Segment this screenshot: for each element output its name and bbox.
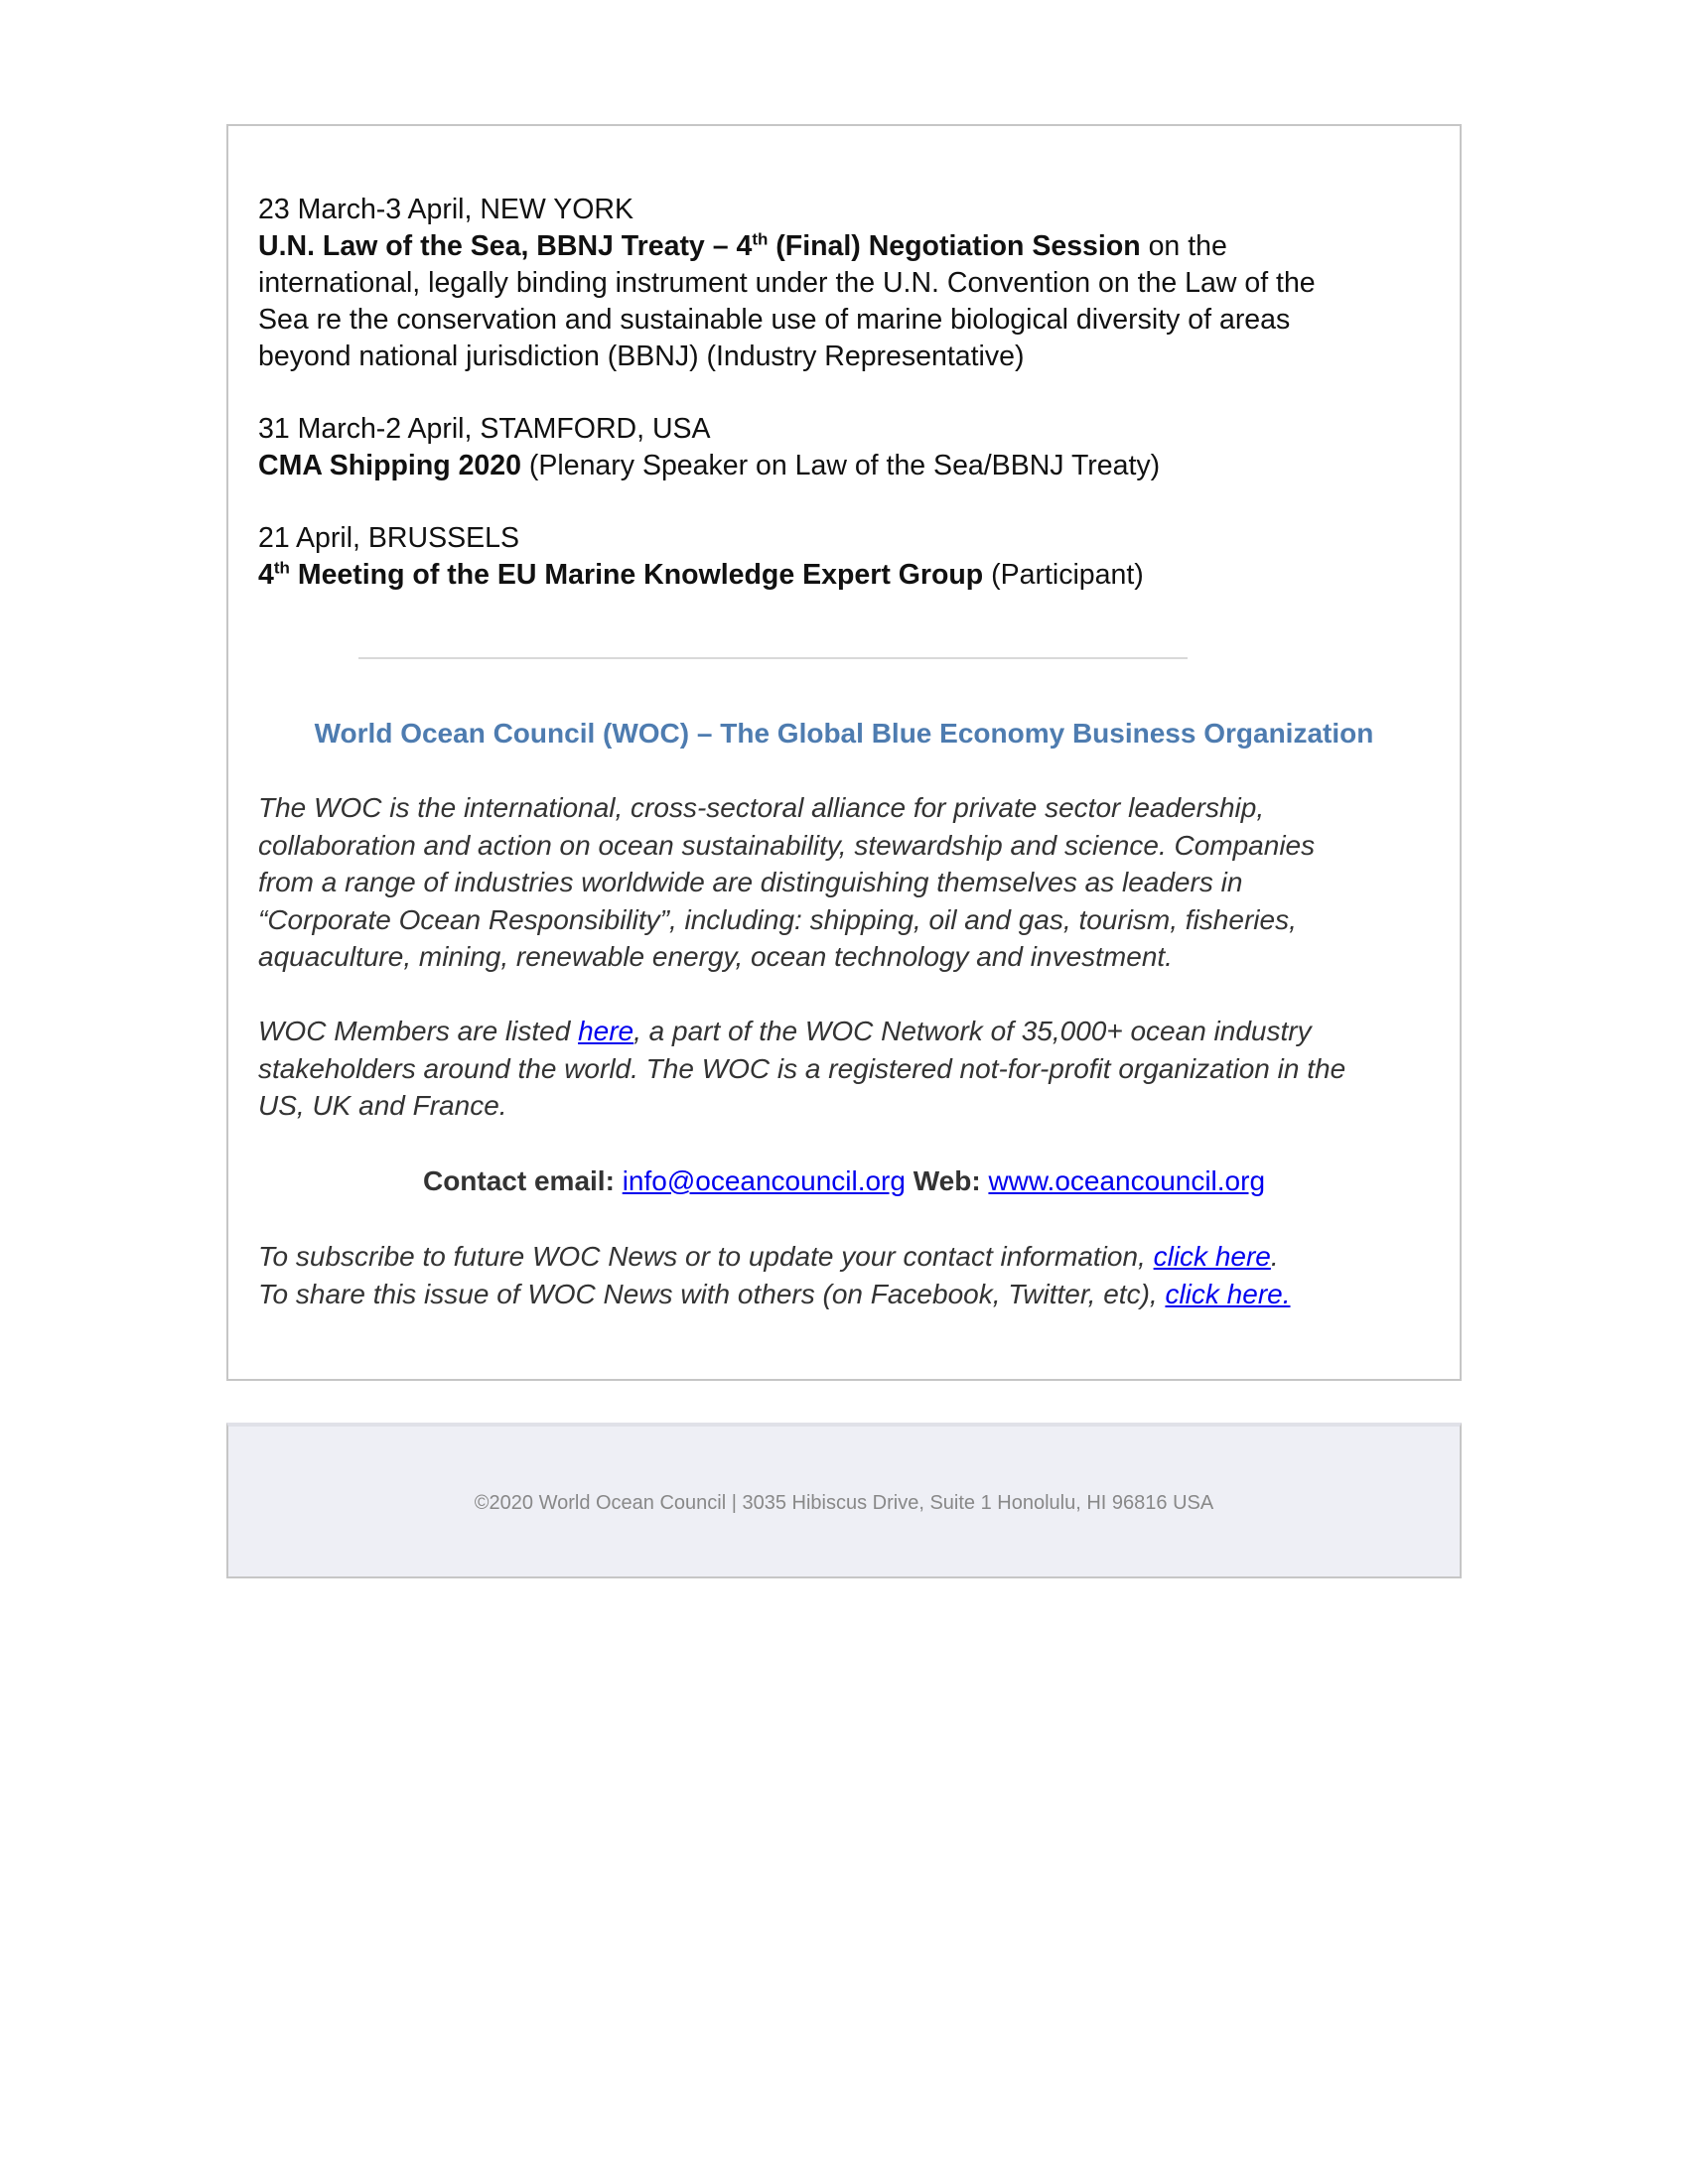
event-title: CMA Shipping 2020: [258, 450, 521, 481]
event-date: 23 March-3 April, NEW YORK: [258, 194, 634, 225]
share-line: To share this issue of WOC News with others (on Facebook, Twitter, etc), click here.: [258, 1278, 1291, 1309]
members-here-link[interactable]: here: [578, 1016, 634, 1046]
contact-line: [228, 1163, 1460, 1199]
share-click-here-link[interactable]: click here.: [1165, 1278, 1291, 1309]
event-item: [258, 520, 1331, 594]
event-date: 31 March-2 April, STAMFORD, USA: [258, 413, 711, 445]
woc-heading: World Ocean Council (WOC) – The Global Blue Economy Business Organization: [314, 718, 1374, 749]
woc-description: The WOC is the international, cross-sectoral alliance for private sector leadership, collaboration and action on ocean sustainability, stewardship and science. Companies from a range of industries worldwide are distinguishing themselves as leaders in “Corporate Ocean Responsibility”, including: shipping, oil and gas, tourism, fisheries, aquaculture, mining, renewable energy, ocean technology and investment.: [258, 792, 1316, 972]
contact-email-label: Contact email:: [422, 1165, 615, 1196]
contact-email-link[interactable]: info@oceancouncil.org: [622, 1165, 906, 1196]
event-title: 4th Meeting of the EU Marine Knowledge Expert Group: [258, 558, 984, 591]
subscribe-section: [258, 1238, 1350, 1312]
subscribe-line: To subscribe to future WOC News or to update your contact information, click here.: [258, 1241, 1279, 1272]
footer: [226, 1423, 1462, 1578]
event-item: [258, 192, 1331, 375]
event-description: (Participant): [983, 559, 1144, 591]
event-item: [258, 411, 1331, 484]
subscribe-click-here-link[interactable]: click here: [1153, 1241, 1271, 1272]
section-divider: [358, 657, 1188, 659]
website-link[interactable]: www.oceancouncil.org: [988, 1165, 1266, 1196]
event-description: (Plenary Speaker on Law of the Sea/BBNJ Treaty): [520, 450, 1161, 481]
web-label: Web:: [913, 1165, 981, 1196]
newsletter-content-box: [226, 124, 1462, 1381]
event-description: on the international, legally binding instrument under the U.N. Convention on the Law of the Sea re the conservation and sustainable use of marine biological diversity of areas beyond national jurisdiction (BBNJ) (Industry Representative): [258, 230, 1316, 372]
event-title: U.N. Law of the Sea, BBNJ Treaty – 4th (Final) Negotiation Session: [258, 229, 1141, 262]
events-list: [258, 192, 1331, 594]
event-date: 21 April, BRUSSELS: [258, 522, 519, 554]
footer-copyright: ©2020 World Ocean Council | 3035 Hibiscus Drive, Suite 1 Honolulu, HI 96816 USA: [474, 1492, 1214, 1514]
woc-members-text: WOC Members are listed here, a part of the WOC Network of 35,000+ ocean industry stakeholders around the world. The WOC is a registered not-for-profit organization in the US, UK and France.: [258, 1016, 1346, 1121]
